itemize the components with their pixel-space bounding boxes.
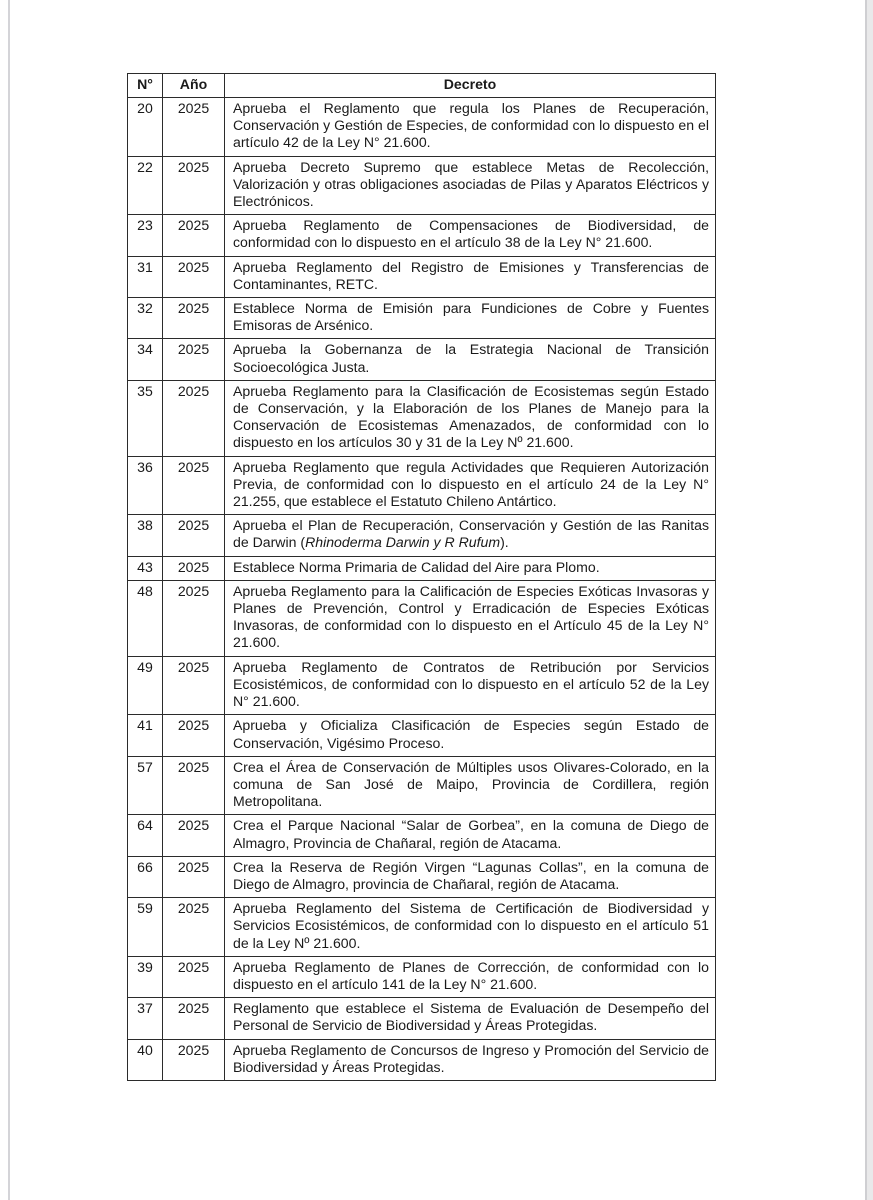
- table-row: [128, 756, 716, 815]
- decree-text: Aprueba y Oficializa Clasificación de Especies según Estado de Conservación, Vigésimo Proceso.: [233, 717, 709, 751]
- decree-description: [225, 815, 716, 856]
- decree-number: 22: [128, 156, 163, 215]
- header-number: N°: [128, 74, 163, 98]
- decree-description: [225, 256, 716, 297]
- decree-year: 2025: [163, 856, 225, 897]
- decree-number: 64: [128, 815, 163, 856]
- table-row: [128, 998, 716, 1039]
- decree-year: 2025: [163, 556, 225, 580]
- decree-table: [127, 73, 716, 1081]
- decree-description: [225, 456, 716, 515]
- decree-description: [225, 215, 716, 256]
- decree-number: 23: [128, 215, 163, 256]
- table-body: [128, 98, 716, 1081]
- decree-year: 2025: [163, 298, 225, 339]
- decree-description: [225, 898, 716, 957]
- table-row: [128, 515, 716, 556]
- decree-year: 2025: [163, 256, 225, 297]
- decree-year: 2025: [163, 756, 225, 815]
- header-decree: Decreto: [225, 74, 716, 98]
- decree-description: [225, 339, 716, 380]
- table-row: [128, 298, 716, 339]
- decree-year: 2025: [163, 380, 225, 456]
- decree-description: [225, 856, 716, 897]
- decree-text: Establece Norma Primaria de Calidad del Aire para Plomo.: [233, 558, 600, 575]
- decree-number: 32: [128, 298, 163, 339]
- table-row: [128, 1039, 716, 1080]
- decree-text: Aprueba Reglamento para la Calificación de Especies Exóticas Invasoras y Planes de Prevención, Control y Erradicación de Especies Exóticas Invasoras, de conformidad con lo dispuesto en el Artículo 45 de la Ley N° 21.600.: [233, 582, 709, 651]
- decree-number: 59: [128, 898, 163, 957]
- decree-description: [225, 656, 716, 715]
- decree-text: Aprueba Reglamento del Sistema de Certificación de Biodiversidad y Servicios Ecosistémicos, de conformidad con lo dispuesto en el artículo 51 de la Ley Nº 21.600.: [233, 900, 709, 951]
- table-row: [128, 456, 716, 515]
- decree-text: Aprueba el Plan de Recuperación, Conservación y Gestión de las Ranitas de Darwin (: [233, 517, 709, 551]
- table-row: [128, 715, 716, 756]
- scientific-name: Rhinoderma Darwin y R Rufum: [305, 534, 501, 551]
- table-row: [128, 380, 716, 456]
- table-row: [128, 156, 716, 215]
- table-row: [128, 580, 716, 656]
- decree-number: 35: [128, 380, 163, 456]
- decree-text: Aprueba Decreto Supremo que establece Metas de Recolección, Valorización y otras obligaciones asociadas de Pilas y Aparatos Eléctricos y Electrónicos.: [233, 158, 709, 210]
- decree-text: Aprueba Reglamento de Concursos de Ingreso y Promoción del Servicio de Biodiversidad y Áreas Protegidas.: [233, 1041, 709, 1075]
- decree-year: 2025: [163, 98, 225, 157]
- header-year: Año: [163, 74, 225, 98]
- table-header-row: [128, 74, 716, 98]
- decree-year: 2025: [163, 456, 225, 515]
- decree-number: 48: [128, 580, 163, 656]
- decree-number: 66: [128, 856, 163, 897]
- decree-year: 2025: [163, 1039, 225, 1080]
- decree-description: [225, 515, 716, 556]
- decree-text: Aprueba la Gobernanza de la Estrategia Nacional de Transición Socioecológica Justa.: [233, 341, 709, 375]
- page-edge-line: [8, 0, 10, 1200]
- decree-description: [225, 156, 716, 215]
- decree-text: Aprueba Reglamento de Planes de Corrección, de conformidad con lo dispuesto en el artículo 141 de la Ley N° 21.600.: [233, 958, 709, 992]
- decree-year: 2025: [163, 156, 225, 215]
- decree-description: [225, 715, 716, 756]
- decree-text: Aprueba el Reglamento que regula los Planes de Recuperación, Conservación y Gestión de Especies, de conformidad con lo dispuesto en el artículo 42 de la Ley N° 21.600.: [233, 100, 709, 151]
- decree-year: 2025: [163, 998, 225, 1039]
- decree-year: 2025: [163, 815, 225, 856]
- decree-description: [225, 998, 716, 1039]
- decree-number: 20: [128, 98, 163, 157]
- decree-description: [225, 556, 716, 580]
- decree-text: Aprueba Reglamento del Registro de Emisiones y Transferencias de Contaminantes, RETC.: [233, 258, 709, 292]
- decree-number: 34: [128, 339, 163, 380]
- decree-year: 2025: [163, 580, 225, 656]
- decree-number: 40: [128, 1039, 163, 1080]
- table-row: [128, 215, 716, 256]
- decree-text: Aprueba Reglamento de Contratos de Retribución por Servicios Ecosistémicos, de conformidad con lo dispuesto en el artículo 52 de la Ley N° 21.600.: [233, 658, 709, 710]
- decree-number: 36: [128, 456, 163, 515]
- table-row: [128, 656, 716, 715]
- decree-text: Aprueba Reglamento de Compensaciones de Biodiversidad, de conformidad con lo dispuesto en el artículo 38 de la Ley N° 21.600.: [233, 217, 709, 251]
- table-row: [128, 956, 716, 997]
- decree-number: 43: [128, 556, 163, 580]
- decree-number: 38: [128, 515, 163, 556]
- decree-description: [225, 380, 716, 456]
- table-row: [128, 856, 716, 897]
- decree-text: Aprueba Reglamento que regula Actividades que Requieren Autorización Previa, de conformidad con lo dispuesto en el artículo 24 de la Ley N° 21.255, que establece el Estatuto Chileno Antártico.: [233, 458, 709, 510]
- decree-text: Reglamento que establece el Sistema de Evaluación de Desempeño del Personal de Servicio de Biodiversidad y Áreas Protegidas.: [233, 1000, 709, 1034]
- decree-text: Aprueba Reglamento para la Clasificación de Ecosistemas según Estado de Conservación, y la Elaboración de los Planes de Manejo para la Conservación de Ecosistemas Amenazados, de conformidad con lo dispuesto en los artículos 30 y 31 de la Ley Nº 21.600.: [233, 382, 709, 451]
- decree-text: Establece Norma de Emisión para Fundiciones de Cobre y Fuentes Emisoras de Arsénico.: [233, 300, 709, 334]
- table-row: [128, 256, 716, 297]
- table-row: [128, 98, 716, 157]
- decree-year: 2025: [163, 215, 225, 256]
- decree-description: [225, 756, 716, 815]
- decree-year: 2025: [163, 956, 225, 997]
- decree-year: 2025: [163, 656, 225, 715]
- decree-year: 2025: [163, 339, 225, 380]
- decree-description: [225, 1039, 716, 1080]
- decree-description: [225, 956, 716, 997]
- decree-description: [225, 580, 716, 656]
- decree-description: [225, 98, 716, 157]
- decree-number: 41: [128, 715, 163, 756]
- decree-text: Crea el Parque Nacional “Salar de Gorbea”, en la comuna de Diego de Almagro, Provincia de Chañaral, región de Atacama.: [233, 817, 709, 851]
- decree-text: Crea la Reserva de Región Virgen “Lagunas Collas”, en la comuna de Diego de Almagro, provincia de Chañaral, región de Atacama.: [233, 858, 709, 892]
- decree-text: Crea el Área de Conservación de Múltiples usos Olivares-Colorado, en la comuna de San José de Maipo, Provincia de Cordillera, región Metropolitana.: [233, 758, 709, 810]
- table-row: [128, 815, 716, 856]
- table-row: [128, 339, 716, 380]
- decree-number: 49: [128, 656, 163, 715]
- decree-number: 39: [128, 956, 163, 997]
- decree-number: 57: [128, 756, 163, 815]
- decree-year: 2025: [163, 715, 225, 756]
- decree-description: [225, 298, 716, 339]
- decree-number: 37: [128, 998, 163, 1039]
- table-row: [128, 898, 716, 957]
- decree-number: 31: [128, 256, 163, 297]
- decree-year: 2025: [163, 515, 225, 556]
- table-row: [128, 556, 716, 580]
- decree-year: 2025: [163, 898, 225, 957]
- decree-text-end: ).: [500, 534, 509, 551]
